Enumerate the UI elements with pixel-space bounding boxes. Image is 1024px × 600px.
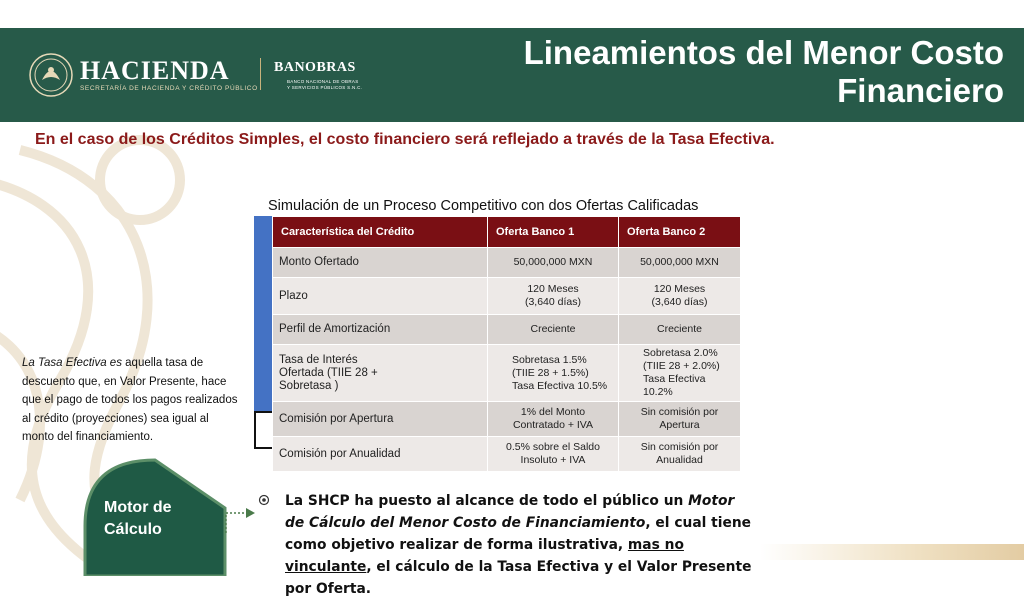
header-feature: Característica del Crédito: [273, 217, 488, 248]
table-row: [273, 437, 741, 472]
row-bank1: 120 Meses (3,640 días): [488, 278, 619, 315]
row-bank1: Creciente: [488, 315, 619, 345]
row-feature: Comisión por Anualidad: [273, 437, 488, 472]
row-bank1: Sobretasa 1.5% (TIIE 28 + 1.5%) Tasa Efectiva 10.5%: [488, 345, 619, 402]
row-feature: Plazo: [273, 278, 488, 315]
hacienda-logo-text: HACIENDA: [80, 56, 230, 85]
page-title-line1: Lineamientos del Menor Costo: [523, 34, 1004, 71]
row-bank2: Sobretasa 2.0% (TIIE 28 + 2.0%) Tasa Efectiva 10.2%: [619, 345, 741, 402]
table-bracket: [254, 411, 274, 449]
top-margin: [0, 0, 1024, 28]
note-term: La Tasa Efectiva es: [22, 357, 122, 369]
row-bank1: 1% del Monto Contratado + IVA: [488, 402, 619, 437]
table-row: [273, 278, 741, 315]
hacienda-logo-subtitle: SECRETARÍA DE HACIENDA Y CRÉDITO PÚBLICO: [80, 85, 258, 92]
arrow-right-icon: [222, 505, 260, 537]
bullet-part3: , el cual tiene como objetivo realizar de forma ilustrativa,: [285, 515, 752, 553]
row-feature: Monto Ofertado: [273, 248, 488, 278]
table-row: [273, 345, 741, 402]
page-title-line2: Financiero: [837, 72, 1004, 109]
slide-subtitle: En el caso de los Créditos Simples, el costo financiero será reflejado a través de la Tasa Efectiva.: [35, 131, 775, 148]
table-row: [273, 402, 741, 437]
simulation-table: [272, 216, 741, 472]
simulation-title: Simulación de un Proceso Competitivo con dos Ofertas Calificadas: [268, 198, 699, 214]
header-bank1: Oferta Banco 1: [488, 217, 619, 248]
row-feature: Comisión por Apertura: [273, 402, 488, 437]
row-bank2: Sin comisión por Apertura: [619, 402, 741, 437]
table-row: [273, 248, 741, 278]
national-seal-icon: [28, 52, 74, 98]
row-feature: Perfil de Amortización: [273, 315, 488, 345]
row-bank2: 120 Meses (3,640 días): [619, 278, 741, 315]
bullet-part5: , el cálculo de la Tasa Efectiva y el Valor Presente por Oferta.: [285, 559, 752, 597]
bullet-part4: mas no vinculante: [285, 537, 684, 575]
decorative-gold-line: [760, 544, 1024, 560]
bullet-part2: Motor de Cálculo del Menor Costo de Financiamiento: [285, 493, 735, 531]
motor-line2: Cálculo: [104, 521, 162, 538]
effective-rate-note: [22, 354, 242, 447]
table-accent-bar: [254, 216, 272, 413]
bullet-part1: La SHCP ha puesto al alcance de todo el público un: [285, 493, 689, 509]
banobras-sub-line2: Y SERVICIOS PÚBLICOS S.N.C.: [287, 85, 363, 90]
row-bank1: 50,000,000 MXN: [488, 248, 619, 278]
row-bank2: Sin comisión por Anualidad: [619, 437, 741, 472]
row-bank2: Creciente: [619, 315, 741, 345]
banobras-sub-line1: BANCO NACIONAL DE OBRAS: [287, 79, 359, 84]
table-header-row: [273, 217, 741, 248]
note-text: aquella tasa de descuento que, en Valor Presente, hace que el pago de todos los pagos realizados al crédito (proyecciones) sea igual al monto del financiamiento.: [22, 357, 238, 443]
logo-divider: [260, 58, 261, 90]
header-bank2: Oferta Banco 2: [619, 217, 741, 248]
banobras-logo-subtitle: [287, 79, 362, 91]
bullet-icon: [258, 494, 270, 506]
row-bank1: 0.5% sobre el Saldo Insoluto + IVA: [488, 437, 619, 472]
motor-calculo-description: [285, 490, 755, 600]
page-title: [524, 34, 1004, 110]
row-feature: Tasa de Interés Ofertada (TIIE 28 + Sobretasa ): [273, 345, 488, 402]
motor-calculo-label: [104, 497, 172, 541]
banobras-logo-text: BANOBRAS: [274, 60, 356, 75]
table-row: [273, 315, 741, 345]
row-bank2: 50,000,000 MXN: [619, 248, 741, 278]
motor-line1: Motor de: [104, 499, 172, 516]
